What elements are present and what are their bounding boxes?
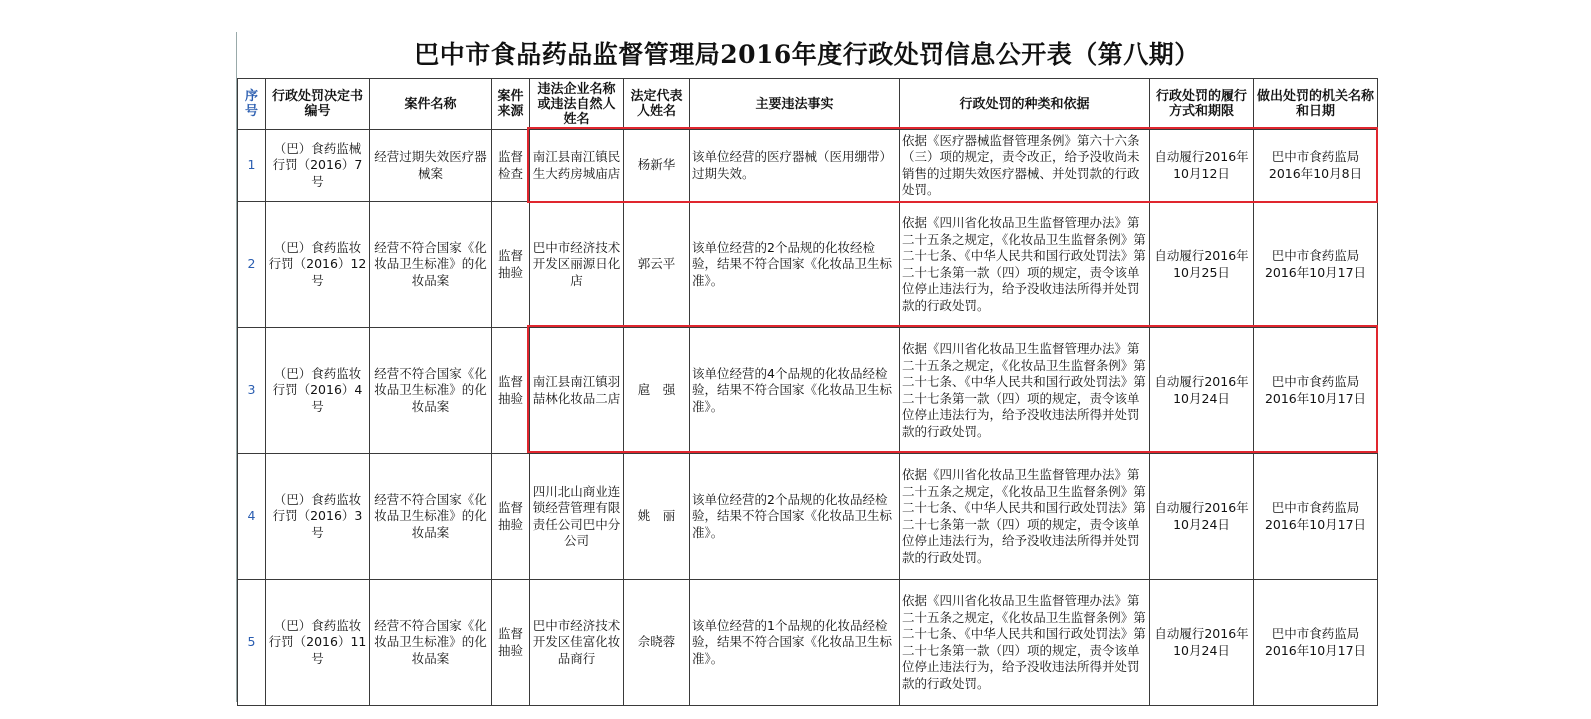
cell-facts: 该单位经营的2个品规的化妆经检验，结果不符合国家《化妆品卫生标准》。	[690, 202, 900, 328]
cell-source: 监督抽验	[492, 328, 530, 454]
cell-authority: 巴中市食药监局2016年10月8日	[1254, 130, 1378, 202]
cell-rep: 杨新华	[624, 130, 690, 202]
header-case-name: 案件名称	[370, 79, 492, 130]
header-facts: 主要违法事实	[690, 79, 900, 130]
table-row	[238, 202, 1378, 328]
cell-rep: 郭云平	[624, 202, 690, 328]
cell-exec: 自动履行2016年10月25日	[1150, 202, 1254, 328]
cell-seq: 5	[238, 580, 266, 706]
cell-doc-no: （巴）食药监械行罚（2016）7号	[266, 130, 370, 202]
cell-rep: 佘晓蓉	[624, 580, 690, 706]
cell-rep: 扈 强	[624, 328, 690, 454]
cell-doc-no: （巴）食药监妆行罚（2016）4号	[266, 328, 370, 454]
cell-exec: 自动履行2016年10月24日	[1150, 454, 1254, 580]
cell-facts: 该单位经营的4个品规的化妆品经检验，结果不符合国家《化妆品卫生标准》。	[690, 328, 900, 454]
cell-case-name: 经营不符合国家《化妆品卫生标准》的化妆品案	[370, 328, 492, 454]
penalty-table	[237, 78, 1378, 706]
header-exec: 行政处罚的履行方式和期限	[1150, 79, 1254, 130]
cell-penalty: 依据《四川省化妆品卫生监督管理办法》第二十五条之规定，《化妆品卫生监督条例》第二十七条、《中华人民共和国行政处罚法》第二十七条第一款（四）项的规定，责令该单位停止违法行为，给予没收违法所得并处罚款的行政处罚。	[900, 328, 1150, 454]
header-party: 违法企业名称或违法自然人姓名	[530, 79, 624, 130]
cell-seq: 1	[238, 130, 266, 202]
cell-seq: 2	[238, 202, 266, 328]
table-row	[238, 130, 1378, 202]
cell-authority: 巴中市食药监局2016年10月17日	[1254, 328, 1378, 454]
cell-case-name: 经营不符合国家《化妆品卫生标准》的化妆品案	[370, 454, 492, 580]
table-row	[238, 580, 1378, 706]
cell-doc-no: （巴）食药监妆行罚（2016）11号	[266, 580, 370, 706]
table-row	[238, 454, 1378, 580]
cell-authority: 巴中市食药监局2016年10月17日	[1254, 454, 1378, 580]
table-row	[238, 328, 1378, 454]
cell-seq: 4	[238, 454, 266, 580]
cell-authority: 巴中市食药监局2016年10月17日	[1254, 202, 1378, 328]
cell-penalty: 依据《四川省化妆品卫生监督管理办法》第二十五条之规定，《化妆品卫生监督条例》第二十七条、《中华人民共和国行政处罚法》第二十七条第一款（四）项的规定，责令该单位停止违法行为，给予没收违法所得并处罚款的行政处罚。	[900, 580, 1150, 706]
cell-penalty: 依据《四川省化妆品卫生监督管理办法》第二十五条之规定，《化妆品卫生监督条例》第二十七条、《中华人民共和国行政处罚法》第二十七条第一款（四）项的规定，责令该单位停止违法行为，给予没收违法所得并处罚款的行政处罚。	[900, 202, 1150, 328]
header-source: 案件来源	[492, 79, 530, 130]
header-seq: 序号	[238, 79, 266, 130]
cell-facts: 该单位经营的医疗器械（医用绷带）过期失效。	[690, 130, 900, 202]
cell-party: 南江县南江镇羽喆林化妆品二店	[530, 328, 624, 454]
cell-seq: 3	[238, 328, 266, 454]
cell-case-name: 经营不符合国家《化妆品卫生标准》的化妆品案	[370, 202, 492, 328]
cell-exec: 自动履行2016年10月24日	[1150, 580, 1254, 706]
cell-doc-no: （巴）食药监妆行罚（2016）3号	[266, 454, 370, 580]
header-doc-no: 行政处罚决定书编号	[266, 79, 370, 130]
cell-facts: 该单位经营的1个品规的化妆品经检验，结果不符合国家《化妆品卫生标准》。	[690, 580, 900, 706]
cell-party: 四川北山商业连锁经营管理有限责任公司巴中分公司	[530, 454, 624, 580]
cell-party: 巴中市经济技术开发区丽源日化店	[530, 202, 624, 328]
cell-source: 监督抽验	[492, 454, 530, 580]
cell-penalty: 依据《四川省化妆品卫生监督管理办法》第二十五条之规定，《化妆品卫生监督条例》第二十七条、《中华人民共和国行政处罚法》第二十七条第一款（四）项的规定，责令该单位停止违法行为，给予没收违法所得并处罚款的行政处罚。	[900, 454, 1150, 580]
cell-authority: 巴中市食药监局2016年10月17日	[1254, 580, 1378, 706]
cell-doc-no: （巴）食药监妆行罚（2016）12号	[266, 202, 370, 328]
cell-party: 南江县南江镇民生大药房城庙店	[530, 130, 624, 202]
page-title: 巴中市食品药品监督管理局2016年度行政处罚信息公开表（第八期）	[414, 40, 1200, 69]
cell-rep: 姚 丽	[624, 454, 690, 580]
cell-party: 巴中市经济技术开发区佳富化妆品商行	[530, 580, 624, 706]
cell-source: 监督抽验	[492, 202, 530, 328]
header-rep: 法定代表人姓名	[624, 79, 690, 130]
header-authority: 做出处罚的机关名称和日期	[1254, 79, 1378, 130]
cell-penalty: 依据《医疗器械监督管理条例》第六十六条（三）项的规定，责令改正，给予没收尚未销售的过期失效医疗器械、并处罚款的行政处罚。	[900, 130, 1150, 202]
document-sheet	[236, 32, 1377, 702]
header-row	[238, 79, 1378, 130]
header-penalty: 行政处罚的种类和依据	[900, 79, 1150, 130]
cell-source: 监督检查	[492, 130, 530, 202]
cell-facts: 该单位经营的2个品规的化妆品经检验，结果不符合国家《化妆品卫生标准》。	[690, 454, 900, 580]
cell-case-name: 经营不符合国家《化妆品卫生标准》的化妆品案	[370, 580, 492, 706]
cell-source: 监督抽验	[492, 580, 530, 706]
cell-exec: 自动履行2016年10月24日	[1150, 328, 1254, 454]
cell-case-name: 经营过期失效医疗器械案	[370, 130, 492, 202]
cell-exec: 自动履行2016年10月12日	[1150, 130, 1254, 202]
